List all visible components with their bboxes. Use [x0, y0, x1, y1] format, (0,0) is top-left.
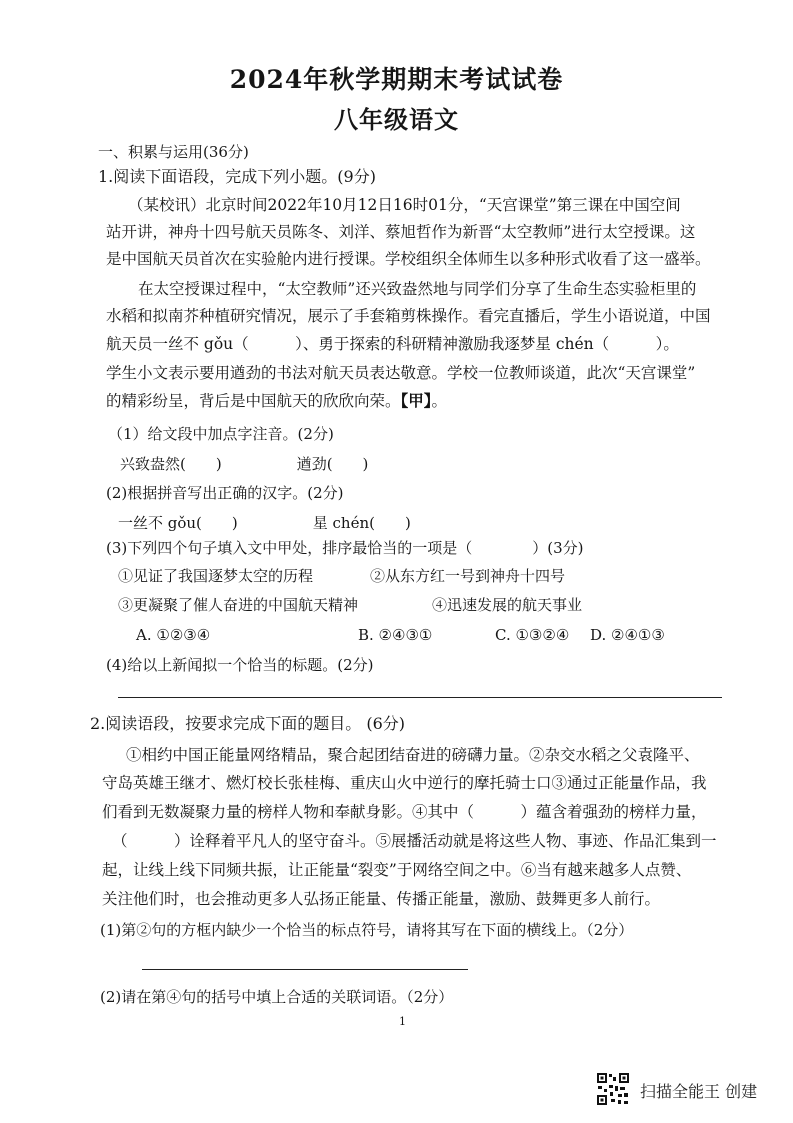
q1-passage-line-last — [106, 390, 447, 412]
qr-code-icon — [596, 1072, 630, 1106]
q1-sub3-choice: D. ②④①③ — [590, 626, 665, 644]
q1-stem: 1.阅读下面语段，完成下列小题。(9分) — [98, 167, 376, 186]
q1-passage-line: 在太空授课过程中，“太空教师”还兴致盎然地与同学们分享了生命生态实验柜里的 — [138, 280, 697, 298]
q2-passage-line: （ ）诠释着平凡人的坚守奋斗。⑤展播活动就是将这些人物、事迹、作品汇集到一 — [112, 832, 717, 850]
blank-jia-label: 【甲】 — [400, 391, 432, 410]
q2-passage-line: ①相约中国正能量网络精品，聚合起团结奋进的磅礴力量。②杂交水稻之父袁隆平、 — [126, 746, 700, 764]
q1-passage-line: 水稻和拟南芥种植研究情况，展示了手套箱剪株操作。看完直播后，学生小语说道，中国 — [106, 307, 711, 325]
page-number: 1 — [399, 1015, 406, 1028]
q2-sub2-stem: (2)请在第④句的括号中填上合适的关联词语。（2分） — [100, 988, 454, 1006]
q1-sub3-option: ④迅速发展的航天事业 — [432, 596, 583, 614]
q1-passage-line: （某校讯）北京时间2022年10月12日16时01分，“天宫课堂”第三课在中国空间 — [128, 196, 681, 214]
q1-passage-line: 学生小文表示要用遒劲的书法对航天员表达敬意。学校一位教师谈道，此次“天宫课堂” — [106, 364, 696, 382]
q2-sub1-stem: (1)第②句的方框内缺少一个恰当的标点符号，请将其写在下面的横线上。（2分） — [100, 921, 634, 939]
section-heading: 一、积累与运用(36分) — [98, 143, 249, 161]
q2-passage-line: 关注他们时，也会推动更多人弘扬正能量、传播正能量，激励、鼓舞更多人前行。 — [102, 890, 661, 908]
q1-sub3-choice: A. ①②③④ — [136, 626, 211, 644]
exam-subtitle: 八年级语文 — [334, 105, 459, 134]
q1-sub3-choice: C. ①③②④ — [495, 626, 570, 644]
q1-passage-line: 是中国航天员首次在实验舱内进行授课。学校组织全体师生以多种形式收看了这一盛举。 — [106, 250, 711, 268]
q2-stem: 2.阅读语段，按要求完成下面的题目。 (6分) — [90, 714, 406, 733]
q1-sub3-option: ②从东方红一号到神舟十四号 — [370, 567, 566, 585]
q1-passage-text: 的精彩纷呈，背后是中国航天的欣欣向荣。 — [106, 392, 401, 410]
blank-tail: 。 — [431, 392, 448, 410]
q1-passage-line: 航天员一丝不 gǒu（ ）、勇于探索的科研精神激励我逐梦星 chén（ ）。 — [106, 335, 679, 353]
q1-sub1-items: 兴致盎然( ) 遒劲( ) — [120, 455, 369, 473]
scanner-watermark: 扫描全能王 创建 — [640, 1082, 758, 1101]
q1-sub1-stem: （1）给文段中加点字注音。(2分) — [108, 425, 334, 443]
answer-line — [142, 969, 468, 970]
q2-passage-line: 守岛英雄王继才、燃灯校长张桂梅、重庆山火中逆行的摩托骑士口③通过正能量作品，我 — [102, 774, 707, 792]
exam-title: 2024年秋学期期末考试试卷 — [229, 65, 564, 94]
q2-passage-line: 起，让线上线下同频共振，让正能量“裂变”于网络空间之中。⑥当有越来越多人点赞、 — [102, 861, 692, 879]
q1-passage-line: 站开讲，神舟十四号航天员陈冬、刘洋、蔡旭哲作为新晋“太空教师”进行太空授课。这 — [106, 223, 696, 241]
answer-line — [118, 697, 722, 698]
q1-sub2-stem: (2)根据拼音写出正确的汉字。(2分) — [106, 484, 344, 502]
q1-sub3-choice: B. ②④③① — [358, 626, 433, 644]
q1-sub4-stem: (4)给以上新闻拟一个恰当的标题。(2分) — [106, 656, 374, 674]
q1-sub2-items: 一丝不 gǒu( ) 星 chén( ) — [118, 514, 411, 532]
q2-passage-line: 们看到无数凝聚力量的榜样人物和奉献身影。④其中（ ）蕴含着强劲的榜样力量， — [102, 803, 707, 821]
q1-sub3-option: ①见证了我国逐梦太空的历程 — [118, 567, 314, 585]
q1-sub3-option: ③更凝聚了催人奋进的中国航天精神 — [118, 596, 359, 614]
q1-sub3-stem: (3)下列四个句子填入文中甲处，排序最恰当的一项是（ ）(3分) — [106, 539, 584, 557]
